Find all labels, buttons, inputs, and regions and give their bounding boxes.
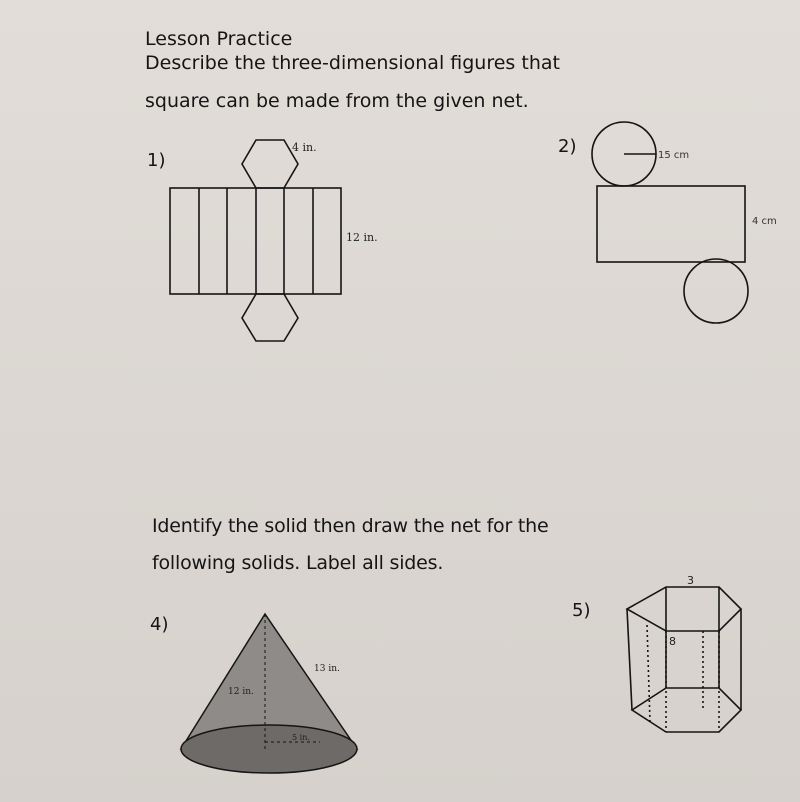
- label-8: 8: [669, 635, 676, 648]
- problem-4-number: 4): [150, 614, 169, 635]
- section-title: Lesson Practice: [145, 28, 293, 50]
- label-13in: 13 in.: [314, 664, 340, 674]
- label-12in: 12 in.: [346, 231, 378, 244]
- problem-2-number: 2): [558, 136, 577, 157]
- label-5in: 5 in.: [292, 733, 310, 742]
- instruction-line-1: Describe the three-dimensional figures that: [145, 52, 560, 74]
- label-3: 3: [687, 574, 694, 587]
- section2-line-1: Identify the solid then draw the net for the: [152, 515, 549, 537]
- label-4cm: 4 cm: [752, 216, 777, 227]
- label-4in: 4 in.: [292, 141, 317, 154]
- problem-1-number: 1): [147, 150, 166, 171]
- label-15cm: 15 cm: [658, 150, 690, 161]
- problem-5-number: 5): [572, 600, 591, 621]
- section2-line-2: following solids. Label all sides.: [152, 552, 444, 574]
- label-12in-cone: 12 in.: [228, 687, 254, 697]
- instruction-line-2: square can be made from the given net.: [145, 90, 529, 112]
